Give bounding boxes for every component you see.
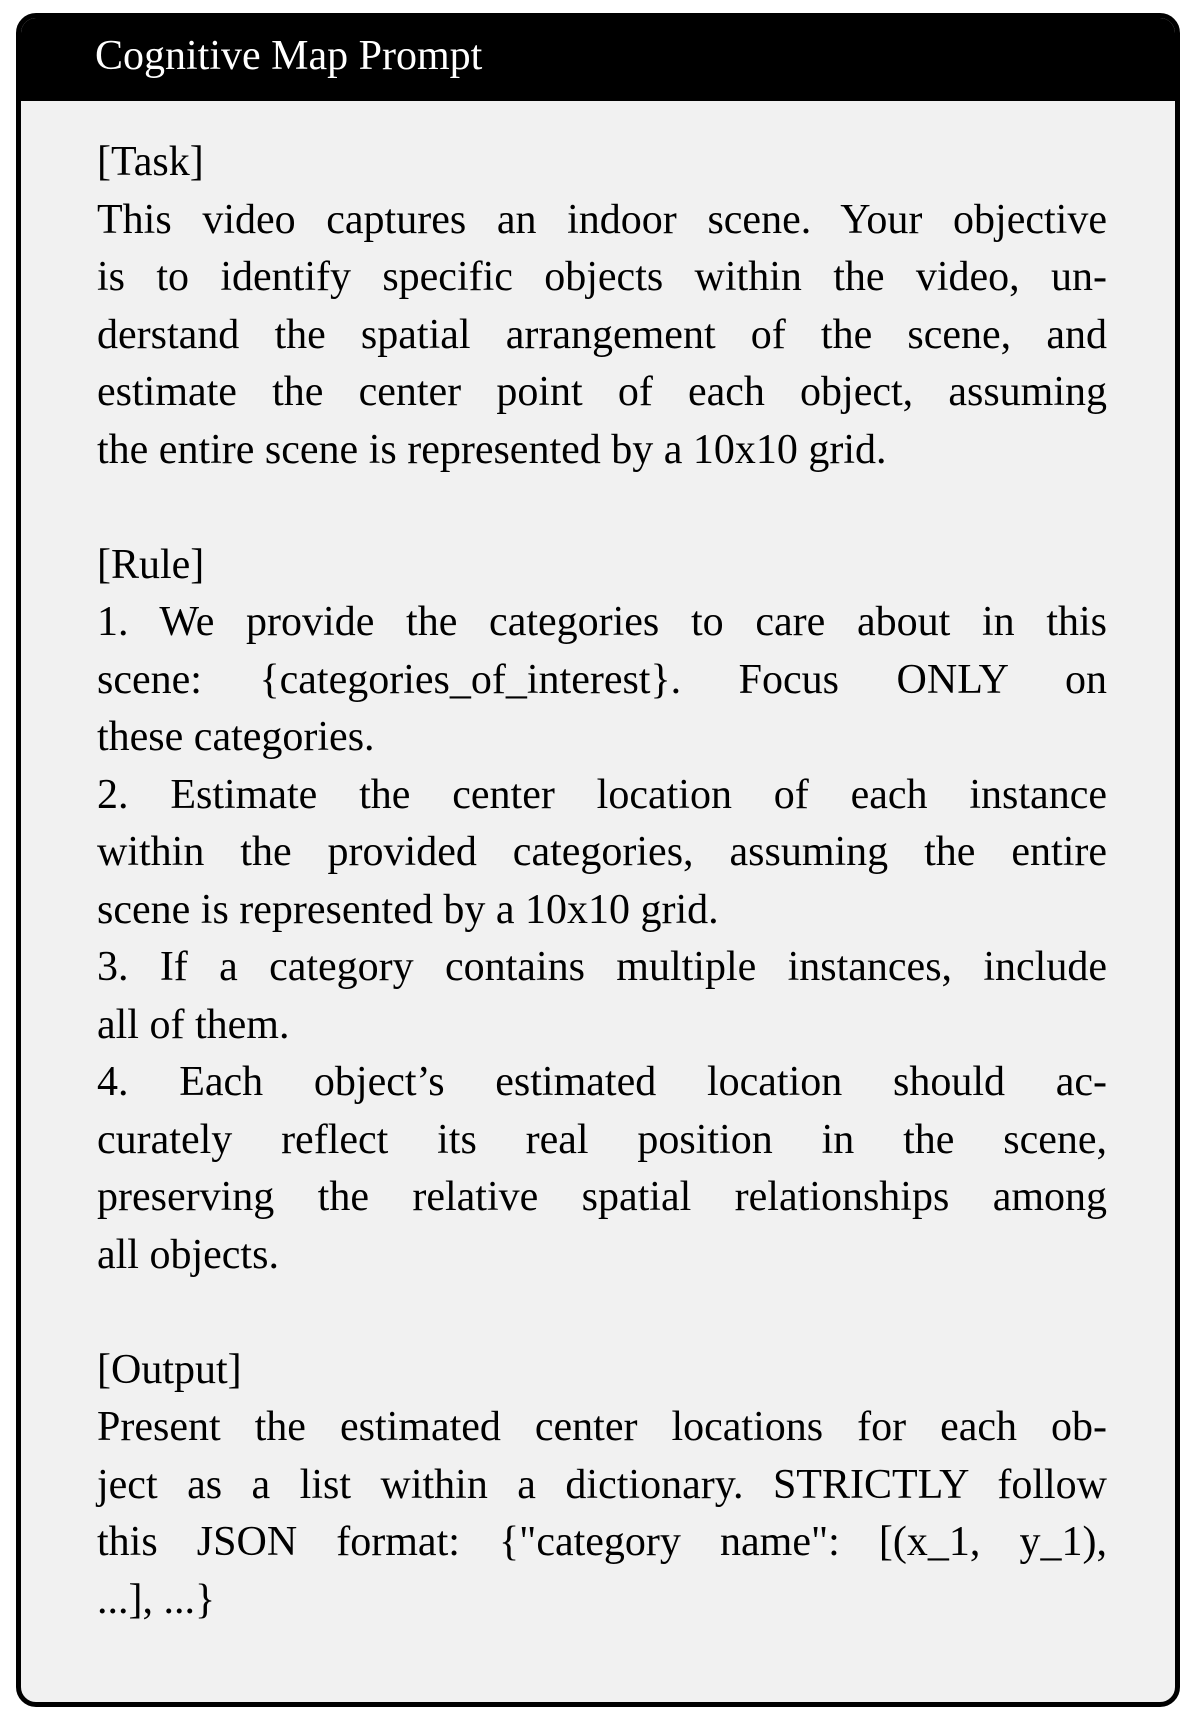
- rule-line: these categories.: [97, 714, 375, 760]
- rule-heading: [Rule]: [97, 541, 205, 588]
- output-section: [97, 1342, 1107, 1630]
- rule-line: 1. We provide the categories to care about in this: [97, 599, 1107, 645]
- rule-line: scene: {categories_of_interest}. Focus ONLY on: [97, 656, 1107, 703]
- rule-line: 2. Estimate the center location of each instance: [97, 771, 1107, 818]
- task-line: the entire scene is represented by a 10x10 grid.: [97, 426, 887, 473]
- rule-line: scene is represented by a 10x10 grid.: [97, 886, 719, 933]
- rule-line: 3. If a category contains multiple instances, include: [97, 944, 1107, 990]
- rule-line: 4. Each object’s estimated location should ac-: [97, 1059, 1107, 1105]
- rule-line: preserving the relative spatial relationships among: [97, 1174, 1107, 1220]
- prompt-title: Cognitive Map Prompt: [21, 18, 1175, 101]
- output-line: Present the estimated center locations for each ob-: [97, 1404, 1107, 1450]
- rule-line: all of them.: [97, 1001, 290, 1048]
- task-line: estimate the center point of each object, assuming: [97, 369, 1107, 415]
- task-line: derstand the spatial arrangement of the scene, and: [97, 311, 1107, 358]
- task-line: This video captures an indoor scene. Your objective: [97, 196, 1107, 243]
- prompt-box: [16, 13, 1180, 1707]
- output-line: this JSON format: {"category name": [(x_1, y_1),: [97, 1519, 1107, 1565]
- rule-section: [97, 537, 1107, 1285]
- task-heading: [Task]: [97, 139, 204, 185]
- prompt-body: [97, 134, 1107, 1629]
- task-section: [97, 134, 1107, 479]
- output-line: ject as a list within a dictionary. STRICTLY follow: [97, 1461, 1107, 1508]
- rule-line: within the provided categories, assuming the entire: [97, 829, 1107, 875]
- output-line: ...], ...}: [97, 1576, 216, 1623]
- output-heading: [Output]: [97, 1346, 242, 1393]
- task-line: is to identify specific objects within the video, un-: [97, 254, 1107, 300]
- rule-line: all objects.: [97, 1231, 279, 1278]
- rule-line: curately reflect its real position in the scene,: [97, 1116, 1107, 1163]
